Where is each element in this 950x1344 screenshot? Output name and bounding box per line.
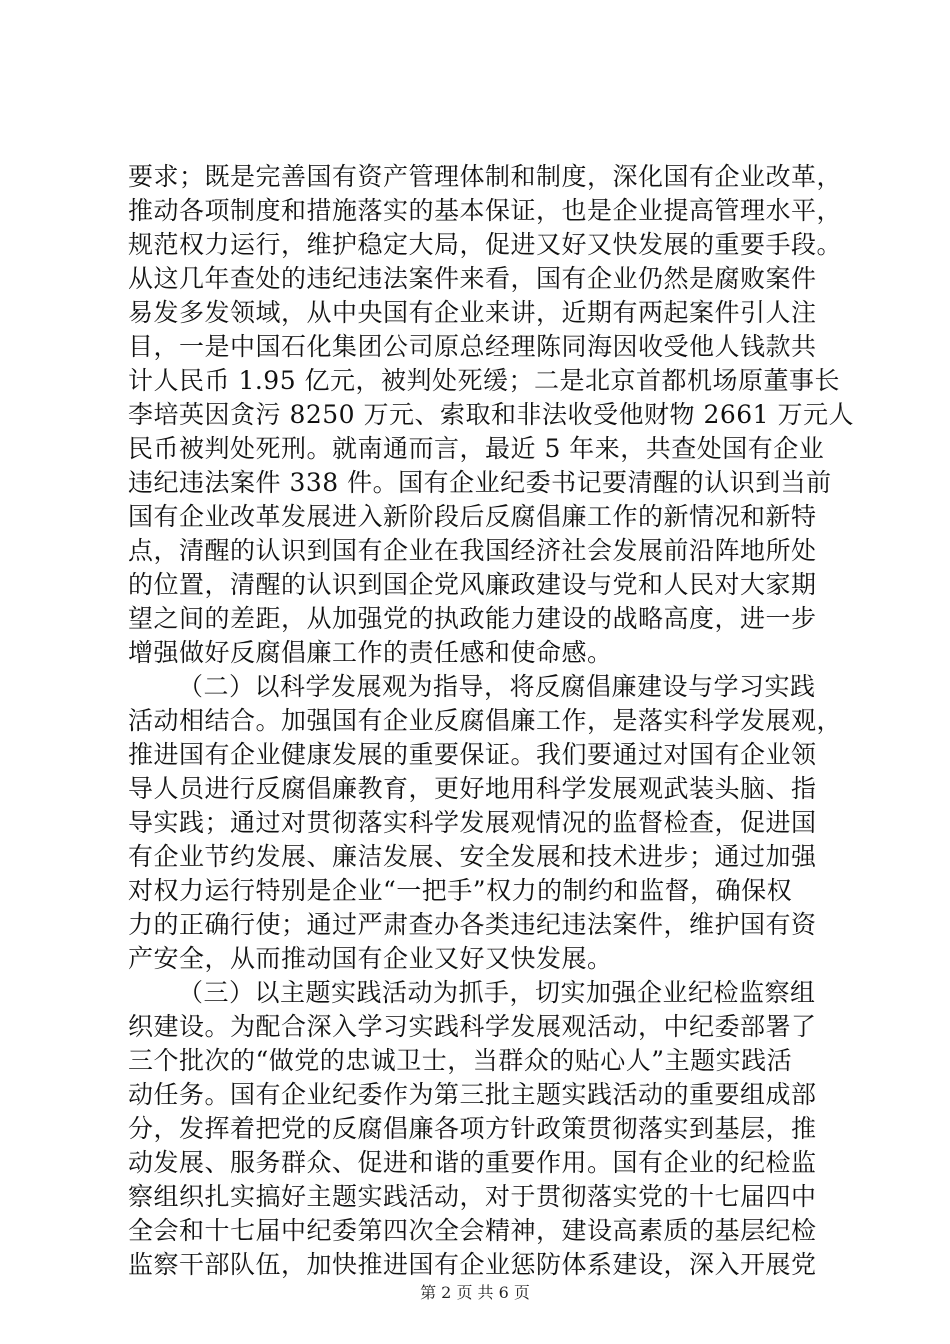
text-line: 动发展、服务群众、促进和谐的重要作用。国有企业的纪检监: [128, 1148, 817, 1177]
document-body: [128, 160, 855, 1282]
text-line: 从这几年查处的违纪违法案件来看，国有企业仍然是腐败案件: [128, 264, 817, 293]
text-line: 的位置，清醒的认识到国企党风廉政建设与党和人民对大家期: [128, 570, 817, 599]
text-line: 国有企业改革发展进入新阶段后反腐倡廉工作的新情况和新特: [128, 502, 817, 531]
text-line: 计人民币 1.95 亿元，被判处死缓；二是北京首都机场原董事长: [128, 366, 841, 395]
text-line: 分，发挥着把党的反腐倡廉各项方针政策贯彻落实到基层，推: [128, 1114, 817, 1143]
text-line: 有企业节约发展、廉洁发展、安全发展和技术进步；通过加强: [128, 842, 817, 871]
text-line: 要求；既是完善国有资产管理体制和制度，深化国有企业改革，: [128, 162, 843, 191]
text-line: 推动各项制度和措施落实的基本保证，也是企业提高管理水平，: [128, 196, 843, 225]
text-line: 力的正确行使；通过严肃查办各类违纪违法案件，维护国有资: [128, 910, 817, 939]
page-number-footer: 第 2 页 共 6 页: [420, 1283, 530, 1302]
text-line: 产安全，从而推动国有企业又好又快发展。: [128, 944, 613, 973]
text-line: 望之间的差距，从加强党的执政能力建设的战略高度，进一步: [128, 604, 817, 633]
text-line: 动任务。国有企业纪委作为第三批主题实践活动的重要组成部: [128, 1080, 817, 1109]
text-line: 活动相结合。加强国有企业反腐倡廉工作，是落实科学发展观，: [128, 706, 843, 735]
text-line: 导人员进行反腐倡廉教育，更好地用科学发展观武装头脑、指: [128, 774, 817, 803]
text-line: 违纪违法案件 338 件。国有企业纪委书记要清醒的认识到当前: [128, 468, 832, 497]
text-line: 三个批次的“做党的忠诚卫士，当群众的贴心人”主题实践活: [128, 1046, 793, 1075]
text-line: 规范权力运行，维护稳定大局，促进又好又快发展的重要手段。: [128, 230, 843, 259]
text-line: 李培英因贪污 8250 万元、索取和非法收受他财物 2661 万元人: [128, 400, 855, 429]
text-line: 目，一是中国石化集团公司原总经理陈同海因收受他人钱款共: [128, 332, 817, 361]
text-line: 监察干部队伍，加快推进国有企业惩防体系建设，深入开展党: [128, 1250, 817, 1279]
text-line: 察组织扎实搞好主题实践活动，对于贯彻落实党的十七届四中: [128, 1182, 817, 1211]
text-line: 民币被判处死刑。就南通而言，最近 5 年来，共查处国有企业: [128, 434, 825, 463]
text-line: 全会和十七届中纪委第四次全会精神，建设高素质的基层纪检: [128, 1216, 817, 1245]
paragraph-heading-2: （二）以科学发展观为指导，将反腐倡廉建设与学习实践: [178, 672, 816, 701]
text-line: 推进国有企业健康发展的重要保证。我们要通过对国有企业领: [128, 740, 817, 769]
text-line: 增强做好反腐倡廉工作的责任感和使命感。: [128, 638, 613, 667]
text-line: 织建设。为配合深入学习实践科学发展观活动，中纪委部署了: [128, 1012, 817, 1041]
text-line: 易发多发领域，从中央国有企业来讲，近期有两起案件引人注: [128, 298, 817, 327]
text-line: 对权力运行特别是企业“一把手”权力的制约和监督，确保权: [128, 876, 793, 905]
text-line: 点，清醒的认识到国有企业在我国经济社会发展前沿阵地所处: [128, 536, 817, 565]
text-line: 导实践；通过对贯彻落实科学发展观情况的监督检查，促进国: [128, 808, 817, 837]
paragraph-heading-3: （三）以主题实践活动为抓手，切实加强企业纪检监察组: [178, 978, 816, 1007]
